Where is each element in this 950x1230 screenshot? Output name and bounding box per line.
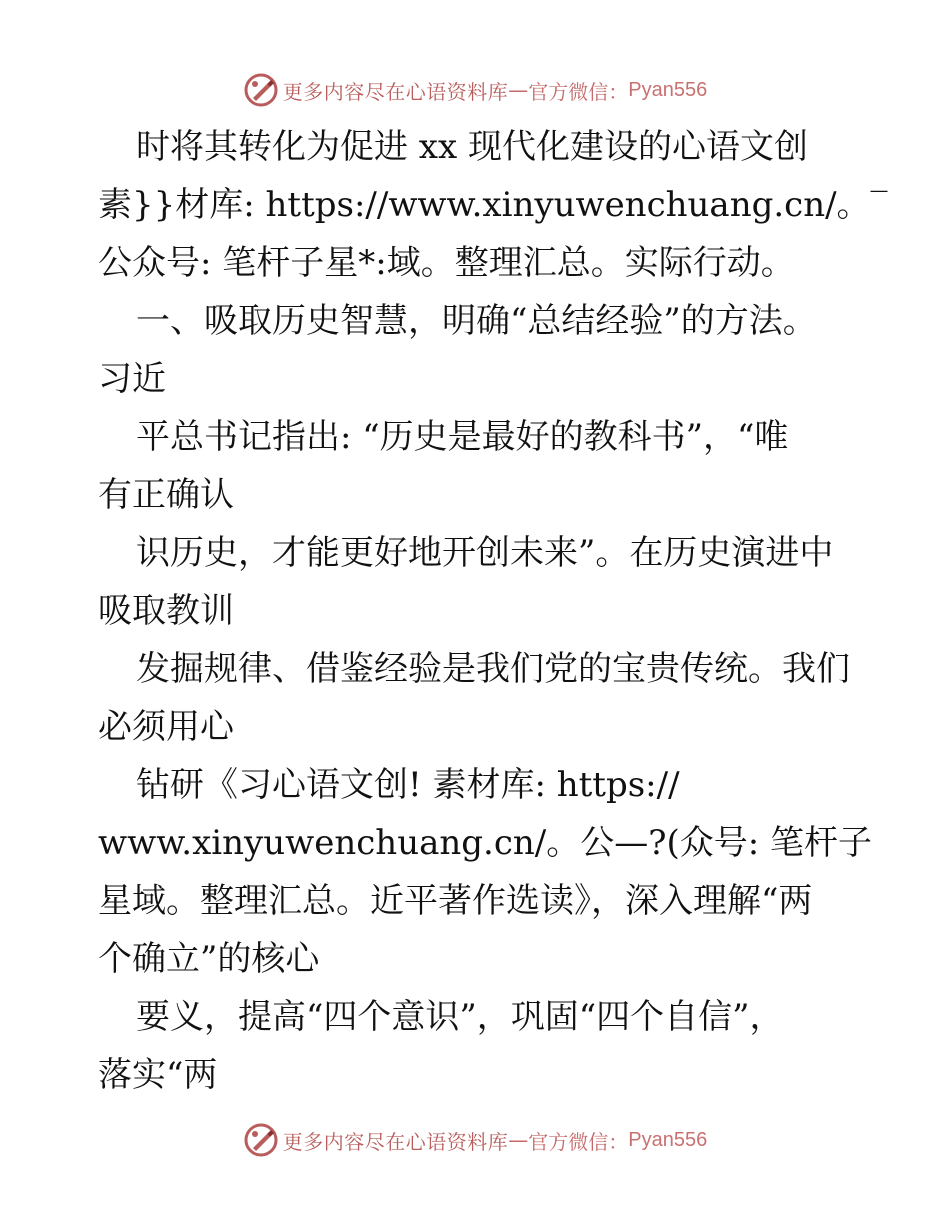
text-line: 时将其转化为促进 xx 现代化建设的心语文创 (136, 127, 808, 167)
section-heading: 一、吸取历史智慧，明确“总结经验”的方法。 (136, 301, 817, 341)
text-line: 识历史，才能更好地开创未来”。在历史演进中 (136, 533, 834, 573)
text-line: 必须用心 (98, 707, 234, 747)
watermark-wechat-id: Pyan556 (628, 1128, 708, 1151)
text-line: 吸取教训 (98, 591, 234, 631)
text-line: 要义，提高“四个意识”，巩固“四个自信”， (136, 997, 784, 1037)
watermark-wechat-id: Pyan556 (628, 78, 708, 101)
watermark-wechat-label: 官方微信： (528, 79, 629, 104)
text-line: 钻研《习心语文创! 素材库: https:// (136, 765, 680, 805)
watermark-footer (0, 1120, 950, 1160)
watermark-text: 更多内容尽在心语资料库 (282, 79, 509, 104)
watermark-wechat-label: 官方微信： (528, 1129, 629, 1154)
text-line: www.xinyuwenchuang.cn/。公—?(众号: 笔杆子 (98, 823, 872, 863)
watermark-separator: — (508, 78, 529, 102)
text-line: 素}}材库: https://www.xinyuwenchuang.cn/。‾ (98, 185, 888, 225)
text-line: 公众号: 笔杆子星*:域。整理汇总。实际行动。 (98, 243, 795, 283)
text-line: 发掘规律、借鉴经验是我们党的宝贵传统。我们 (136, 649, 850, 689)
pen-logo-icon (243, 1122, 279, 1158)
text-line: 个确立”的核心 (98, 939, 320, 979)
watermark-text: 更多内容尽在心语资料库 (282, 1129, 509, 1154)
text-line: 落实“两 (98, 1055, 218, 1095)
pen-logo-icon (243, 72, 279, 108)
watermark-header (0, 70, 950, 110)
text-line: 有正确认 (98, 475, 234, 515)
text-line: 平总书记指出: “历史是最好的教科书”，“唯 (136, 417, 789, 457)
watermark-separator: — (508, 1128, 529, 1152)
document-body (98, 118, 888, 1104)
text-line: 星域。整理汇总。近平著作选读》，深入理解“两 (98, 881, 813, 921)
text-line: 习近 (98, 359, 166, 399)
